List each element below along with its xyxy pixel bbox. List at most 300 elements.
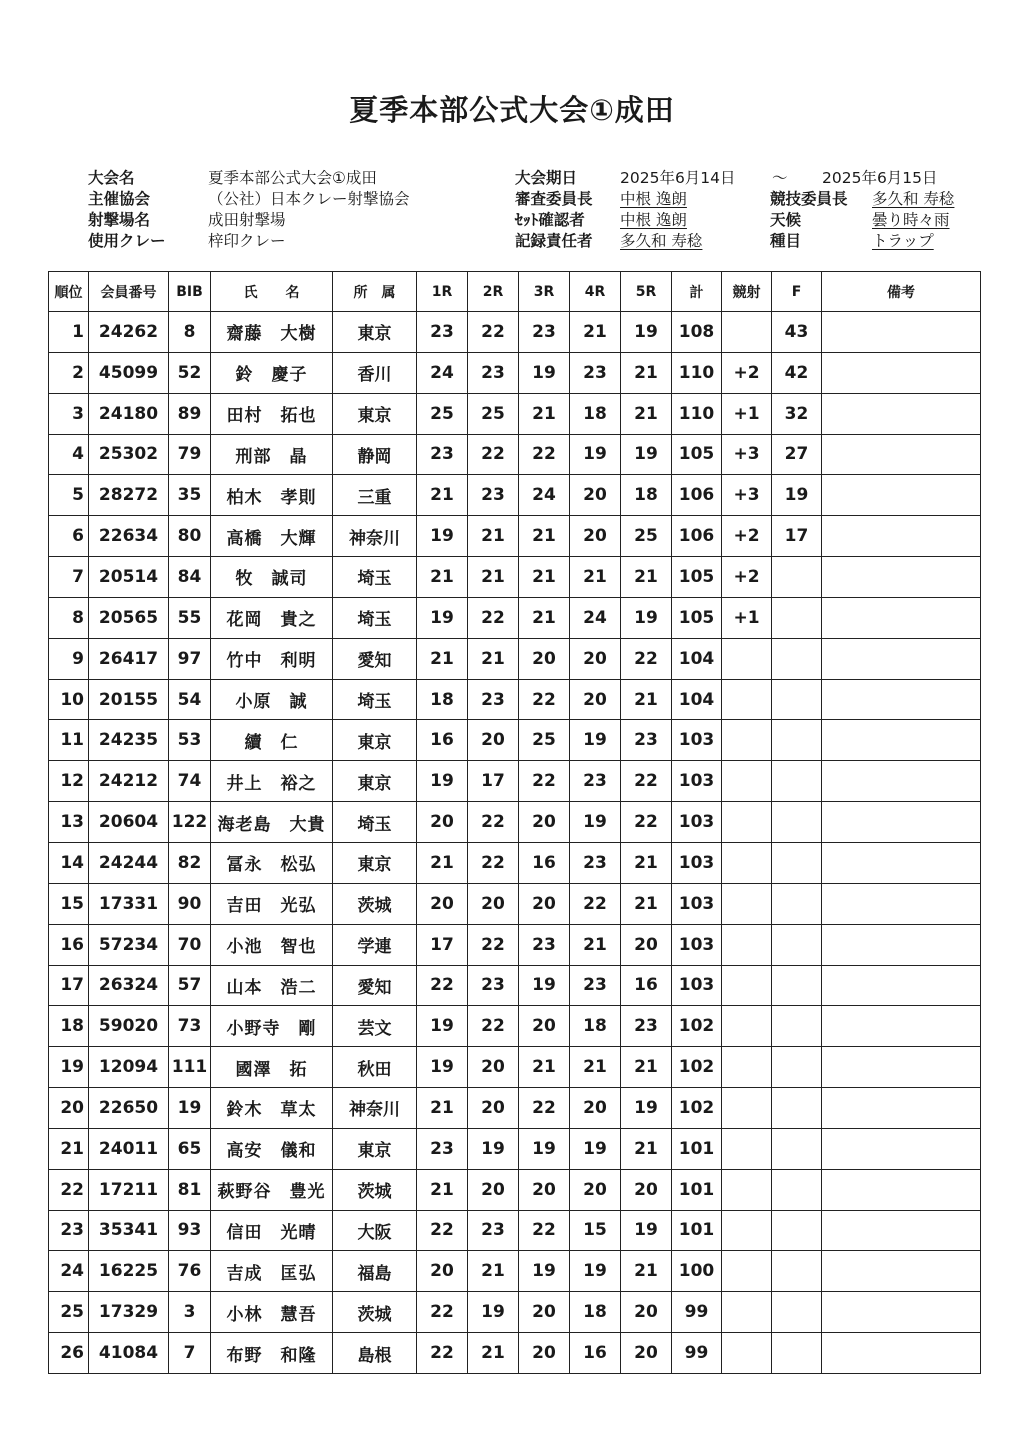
cell-round-4: 19	[570, 1128, 621, 1169]
header-round-2: 2R	[468, 272, 519, 312]
cell-notes	[822, 883, 981, 924]
cell-final	[772, 1128, 822, 1169]
table-row	[49, 965, 981, 1006]
cell-round-5: 23	[621, 720, 672, 761]
cell-name: 鈴木 草太	[211, 1088, 333, 1129]
cell-affiliation: 愛知	[333, 638, 417, 679]
cell-notes	[822, 842, 981, 883]
cell-rank: 7	[49, 557, 89, 598]
cell-round-2: 21	[468, 557, 519, 598]
cell-round-3: 20	[519, 1333, 570, 1374]
cell-final	[772, 965, 822, 1006]
cell-round-5: 21	[621, 883, 672, 924]
cell-round-2: 19	[468, 1292, 519, 1333]
cell-round-1: 17	[417, 924, 468, 965]
cell-round-4: 23	[570, 842, 621, 883]
header-name: 氏 名	[211, 272, 333, 312]
cell-member-no: 26417	[89, 638, 169, 679]
cell-shootoff	[722, 312, 772, 353]
cell-round-1: 19	[417, 761, 468, 802]
cell-shootoff	[722, 1210, 772, 1251]
cell-name: 牧 誠司	[211, 557, 333, 598]
cell-shootoff	[722, 842, 772, 883]
cell-round-3: 20	[519, 638, 570, 679]
cell-round-1: 20	[417, 802, 468, 843]
cell-round-1: 21	[417, 475, 468, 516]
cell-notes	[822, 352, 981, 393]
cell-round-5: 21	[621, 1251, 672, 1292]
cell-round-3: 22	[519, 679, 570, 720]
cell-round-5: 25	[621, 516, 672, 557]
cell-rank: 26	[49, 1333, 89, 1374]
cell-round-2: 22	[468, 434, 519, 475]
cell-round-1: 21	[417, 557, 468, 598]
cell-total: 103	[672, 802, 722, 843]
cell-bib: 74	[169, 761, 211, 802]
cell-affiliation: 三重	[333, 475, 417, 516]
cell-round-4: 21	[570, 924, 621, 965]
cell-affiliation: 芸文	[333, 1006, 417, 1047]
cell-name: 小池 智也	[211, 924, 333, 965]
cell-total: 101	[672, 1128, 722, 1169]
cell-rank: 3	[49, 393, 89, 434]
cell-affiliation: 埼玉	[333, 802, 417, 843]
cell-round-3: 25	[519, 720, 570, 761]
cell-total: 101	[672, 1169, 722, 1210]
cell-shootoff	[722, 1333, 772, 1374]
cell-affiliation: 東京	[333, 720, 417, 761]
cell-round-2: 20	[468, 883, 519, 924]
value-shusai: （公社）日本クレー射撃協会	[208, 190, 410, 208]
cell-member-no: 17329	[89, 1292, 169, 1333]
cell-round-3: 21	[519, 557, 570, 598]
cell-round-3: 19	[519, 1128, 570, 1169]
cell-total: 103	[672, 883, 722, 924]
cell-affiliation: 茨城	[333, 883, 417, 924]
cell-rank: 15	[49, 883, 89, 924]
label-shusai: 主催協会	[88, 190, 151, 208]
cell-name: 小野寺 剛	[211, 1006, 333, 1047]
cell-member-no: 22650	[89, 1088, 169, 1129]
cell-bib: 35	[169, 475, 211, 516]
cell-round-4: 20	[570, 1169, 621, 1210]
cell-round-4: 18	[570, 1292, 621, 1333]
cell-round-3: 20	[519, 1169, 570, 1210]
cell-round-2: 25	[468, 393, 519, 434]
cell-total: 104	[672, 638, 722, 679]
cell-round-2: 22	[468, 597, 519, 638]
cell-bib: 84	[169, 557, 211, 598]
cell-member-no: 24244	[89, 842, 169, 883]
cell-round-5: 20	[621, 1292, 672, 1333]
cell-final	[772, 1088, 822, 1129]
cell-round-5: 19	[621, 1088, 672, 1129]
cell-member-no: 24011	[89, 1128, 169, 1169]
cell-final: 42	[772, 352, 822, 393]
cell-round-3: 19	[519, 1251, 570, 1292]
cell-total: 101	[672, 1210, 722, 1251]
table-row	[49, 720, 981, 761]
cell-rank: 12	[49, 761, 89, 802]
cell-notes	[822, 1251, 981, 1292]
cell-round-3: 21	[519, 1047, 570, 1088]
cell-notes	[822, 761, 981, 802]
cell-rank: 14	[49, 842, 89, 883]
cell-name: 鈴 慶子	[211, 352, 333, 393]
cell-bib: 19	[169, 1088, 211, 1129]
cell-round-3: 22	[519, 1088, 570, 1129]
cell-notes	[822, 312, 981, 353]
cell-round-1: 19	[417, 1006, 468, 1047]
cell-round-4: 21	[570, 557, 621, 598]
cell-round-5: 21	[621, 679, 672, 720]
cell-total: 105	[672, 557, 722, 598]
cell-bib: 76	[169, 1251, 211, 1292]
cell-bib: 70	[169, 924, 211, 965]
cell-name: 海老島 大貴	[211, 802, 333, 843]
cell-total: 103	[672, 761, 722, 802]
cell-round-1: 21	[417, 842, 468, 883]
cell-final	[772, 761, 822, 802]
cell-shootoff	[722, 1128, 772, 1169]
cell-affiliation: 埼玉	[333, 557, 417, 598]
cell-name: 國澤 拓	[211, 1047, 333, 1088]
cell-affiliation: 秋田	[333, 1047, 417, 1088]
table-row	[49, 393, 981, 434]
cell-round-5: 21	[621, 1047, 672, 1088]
cell-round-4: 21	[570, 312, 621, 353]
cell-round-1: 22	[417, 1333, 468, 1374]
cell-final	[772, 842, 822, 883]
cell-round-4: 20	[570, 475, 621, 516]
cell-round-3: 20	[519, 1292, 570, 1333]
label-tenko: 天候	[770, 211, 802, 229]
header-round-3: 3R	[519, 272, 570, 312]
cell-round-1: 23	[417, 312, 468, 353]
cell-final	[772, 1210, 822, 1251]
cell-bib: 97	[169, 638, 211, 679]
cell-final	[772, 557, 822, 598]
cell-notes	[822, 802, 981, 843]
cell-round-4: 23	[570, 761, 621, 802]
cell-round-4: 19	[570, 720, 621, 761]
cell-member-no: 20514	[89, 557, 169, 598]
cell-round-2: 17	[468, 761, 519, 802]
cell-round-4: 21	[570, 1047, 621, 1088]
cell-round-5: 19	[621, 597, 672, 638]
cell-final: 43	[772, 312, 822, 353]
table-row	[49, 1292, 981, 1333]
cell-final	[772, 1251, 822, 1292]
table-row	[49, 924, 981, 965]
cell-round-4: 15	[570, 1210, 621, 1251]
cell-round-2: 21	[468, 516, 519, 557]
label-kyogi: 競技委員長	[770, 190, 848, 208]
cell-round-2: 22	[468, 312, 519, 353]
cell-notes	[822, 557, 981, 598]
header-affiliation: 所 属	[333, 272, 417, 312]
cell-member-no: 12094	[89, 1047, 169, 1088]
table-row	[49, 638, 981, 679]
cell-round-1: 19	[417, 516, 468, 557]
cell-round-4: 20	[570, 679, 621, 720]
cell-final	[772, 638, 822, 679]
cell-round-5: 16	[621, 965, 672, 1006]
cell-affiliation: 東京	[333, 393, 417, 434]
cell-round-5: 18	[621, 475, 672, 516]
cell-final	[772, 1292, 822, 1333]
cell-name: 續 仁	[211, 720, 333, 761]
cell-round-1: 19	[417, 1047, 468, 1088]
cell-bib: 57	[169, 965, 211, 1006]
label-taikai: 大会名	[88, 169, 135, 187]
cell-round-2: 21	[468, 638, 519, 679]
cell-round-5: 23	[621, 1006, 672, 1047]
cell-rank: 10	[49, 679, 89, 720]
cell-bib: 111	[169, 1047, 211, 1088]
table-row	[49, 434, 981, 475]
cell-round-3: 21	[519, 516, 570, 557]
cell-bib: 93	[169, 1210, 211, 1251]
cell-round-2: 20	[468, 1088, 519, 1129]
cell-round-1: 18	[417, 679, 468, 720]
cell-round-5: 19	[621, 1210, 672, 1251]
cell-final: 19	[772, 475, 822, 516]
cell-round-3: 23	[519, 312, 570, 353]
cell-round-4: 24	[570, 597, 621, 638]
cell-affiliation: 大阪	[333, 1210, 417, 1251]
cell-bib: 65	[169, 1128, 211, 1169]
cell-total: 106	[672, 516, 722, 557]
cell-member-no: 41084	[89, 1333, 169, 1374]
cell-member-no: 20565	[89, 597, 169, 638]
label-set: ｾｯﾄ確認者	[515, 211, 585, 229]
cell-round-4: 23	[570, 352, 621, 393]
cell-round-3: 21	[519, 597, 570, 638]
cell-shootoff	[722, 1047, 772, 1088]
cell-shootoff	[722, 761, 772, 802]
cell-member-no: 26324	[89, 965, 169, 1006]
table-row	[49, 597, 981, 638]
cell-round-2: 23	[468, 475, 519, 516]
cell-round-3: 16	[519, 842, 570, 883]
cell-round-1: 19	[417, 597, 468, 638]
cell-total: 108	[672, 312, 722, 353]
cell-total: 110	[672, 393, 722, 434]
cell-round-4: 19	[570, 1251, 621, 1292]
cell-name: 吉田 光弘	[211, 883, 333, 924]
cell-round-1: 25	[417, 393, 468, 434]
cell-round-4: 18	[570, 1006, 621, 1047]
cell-round-3: 22	[519, 434, 570, 475]
cell-member-no: 17331	[89, 883, 169, 924]
cell-bib: 54	[169, 679, 211, 720]
header-member-no: 会員番号	[89, 272, 169, 312]
cell-rank: 21	[49, 1128, 89, 1169]
cell-round-2: 20	[468, 1047, 519, 1088]
cell-round-3: 22	[519, 761, 570, 802]
cell-round-3: 20	[519, 802, 570, 843]
cell-affiliation: 東京	[333, 842, 417, 883]
cell-total: 105	[672, 597, 722, 638]
cell-round-2: 22	[468, 842, 519, 883]
cell-member-no: 16225	[89, 1251, 169, 1292]
cell-member-no: 25302	[89, 434, 169, 475]
cell-final	[772, 883, 822, 924]
cell-round-1: 22	[417, 965, 468, 1006]
cell-round-5: 21	[621, 842, 672, 883]
cell-round-5: 19	[621, 312, 672, 353]
cell-affiliation: 神奈川	[333, 516, 417, 557]
cell-total: 103	[672, 842, 722, 883]
cell-round-2: 22	[468, 1006, 519, 1047]
cell-name: 齋藤 大樹	[211, 312, 333, 353]
cell-rank: 5	[49, 475, 89, 516]
cell-round-1: 20	[417, 1251, 468, 1292]
cell-notes	[822, 597, 981, 638]
results-table	[48, 271, 981, 1374]
cell-total: 104	[672, 679, 722, 720]
cell-round-3: 24	[519, 475, 570, 516]
cell-name: 刑部 晶	[211, 434, 333, 475]
cell-notes	[822, 475, 981, 516]
cell-notes	[822, 965, 981, 1006]
cell-bib: 80	[169, 516, 211, 557]
cell-name: 山本 浩二	[211, 965, 333, 1006]
label-shumoku: 種目	[770, 232, 802, 250]
cell-round-4: 23	[570, 965, 621, 1006]
cell-final: 17	[772, 516, 822, 557]
cell-round-4: 19	[570, 434, 621, 475]
value-kyogi: 多久和 寿稔	[872, 190, 955, 208]
cell-shootoff: +2	[722, 352, 772, 393]
cell-round-5: 21	[621, 1128, 672, 1169]
cell-round-2: 23	[468, 679, 519, 720]
cell-total: 99	[672, 1333, 722, 1374]
cell-shootoff	[722, 679, 772, 720]
cell-notes	[822, 679, 981, 720]
cell-round-4: 19	[570, 802, 621, 843]
cell-rank: 23	[49, 1210, 89, 1251]
cell-rank: 4	[49, 434, 89, 475]
cell-affiliation: 東京	[333, 1128, 417, 1169]
cell-round-5: 20	[621, 1169, 672, 1210]
cell-affiliation: 静岡	[333, 434, 417, 475]
cell-notes	[822, 1169, 981, 1210]
cell-shootoff	[722, 1292, 772, 1333]
cell-round-3: 21	[519, 393, 570, 434]
cell-rank: 6	[49, 516, 89, 557]
value-kikan-start: 2025年6月14日	[620, 169, 736, 187]
header-round-4: 4R	[570, 272, 621, 312]
cell-round-2: 19	[468, 1128, 519, 1169]
table-row	[49, 802, 981, 843]
cell-shootoff	[722, 1006, 772, 1047]
cell-round-2: 23	[468, 965, 519, 1006]
cell-notes	[822, 1088, 981, 1129]
cell-bib: 90	[169, 883, 211, 924]
cell-rank: 22	[49, 1169, 89, 1210]
cell-final	[772, 1006, 822, 1047]
cell-round-5: 21	[621, 393, 672, 434]
cell-rank: 20	[49, 1088, 89, 1129]
cell-round-5: 21	[621, 352, 672, 393]
cell-shootoff: +1	[722, 597, 772, 638]
cell-round-5: 20	[621, 924, 672, 965]
cell-final: 27	[772, 434, 822, 475]
cell-bib: 81	[169, 1169, 211, 1210]
results-body	[49, 312, 981, 1374]
cell-name: 冨永 松弘	[211, 842, 333, 883]
cell-bib: 89	[169, 393, 211, 434]
cell-round-1: 21	[417, 1088, 468, 1129]
cell-member-no: 57234	[89, 924, 169, 965]
cell-final	[772, 1169, 822, 1210]
table-row	[49, 1088, 981, 1129]
table-row	[49, 842, 981, 883]
cell-round-1: 23	[417, 434, 468, 475]
cell-member-no: 28272	[89, 475, 169, 516]
label-kiroku: 記録責任者	[515, 232, 593, 250]
cell-round-2: 21	[468, 1333, 519, 1374]
cell-round-1: 22	[417, 1210, 468, 1251]
cell-shootoff	[722, 883, 772, 924]
table-row	[49, 352, 981, 393]
cell-round-2: 23	[468, 352, 519, 393]
cell-rank: 19	[49, 1047, 89, 1088]
value-kikan-end: 2025年6月15日	[822, 169, 938, 187]
cell-round-4: 20	[570, 638, 621, 679]
table-row	[49, 761, 981, 802]
cell-notes	[822, 924, 981, 965]
table-row	[49, 557, 981, 598]
cell-shootoff	[722, 720, 772, 761]
table-row	[49, 1251, 981, 1292]
table-header-row	[49, 272, 981, 312]
cell-round-4: 20	[570, 516, 621, 557]
cell-bib: 82	[169, 842, 211, 883]
cell-bib: 7	[169, 1333, 211, 1374]
value-shinsa: 中根 逸朗	[620, 190, 687, 208]
cell-affiliation: 香川	[333, 352, 417, 393]
cell-bib: 73	[169, 1006, 211, 1047]
cell-shootoff	[722, 924, 772, 965]
cell-round-1: 22	[417, 1292, 468, 1333]
cell-round-2: 20	[468, 720, 519, 761]
cell-final	[772, 1047, 822, 1088]
cell-round-4: 18	[570, 393, 621, 434]
value-set: 中根 逸朗	[620, 211, 687, 229]
cell-affiliation: 埼玉	[333, 597, 417, 638]
cell-member-no: 24262	[89, 312, 169, 353]
value-shagekijo: 成田射撃場	[208, 211, 286, 229]
table-row	[49, 1047, 981, 1088]
cell-notes	[822, 1333, 981, 1374]
cell-shootoff: +1	[722, 393, 772, 434]
cell-notes	[822, 1292, 981, 1333]
header-total: 計	[672, 272, 722, 312]
cell-bib: 3	[169, 1292, 211, 1333]
cell-member-no: 45099	[89, 352, 169, 393]
cell-round-4: 20	[570, 1088, 621, 1129]
cell-final: 32	[772, 393, 822, 434]
cell-affiliation: 茨城	[333, 1169, 417, 1210]
cell-bib: 79	[169, 434, 211, 475]
cell-member-no: 17211	[89, 1169, 169, 1210]
cell-name: 井上 裕之	[211, 761, 333, 802]
cell-name: 布野 和隆	[211, 1333, 333, 1374]
cell-rank: 2	[49, 352, 89, 393]
